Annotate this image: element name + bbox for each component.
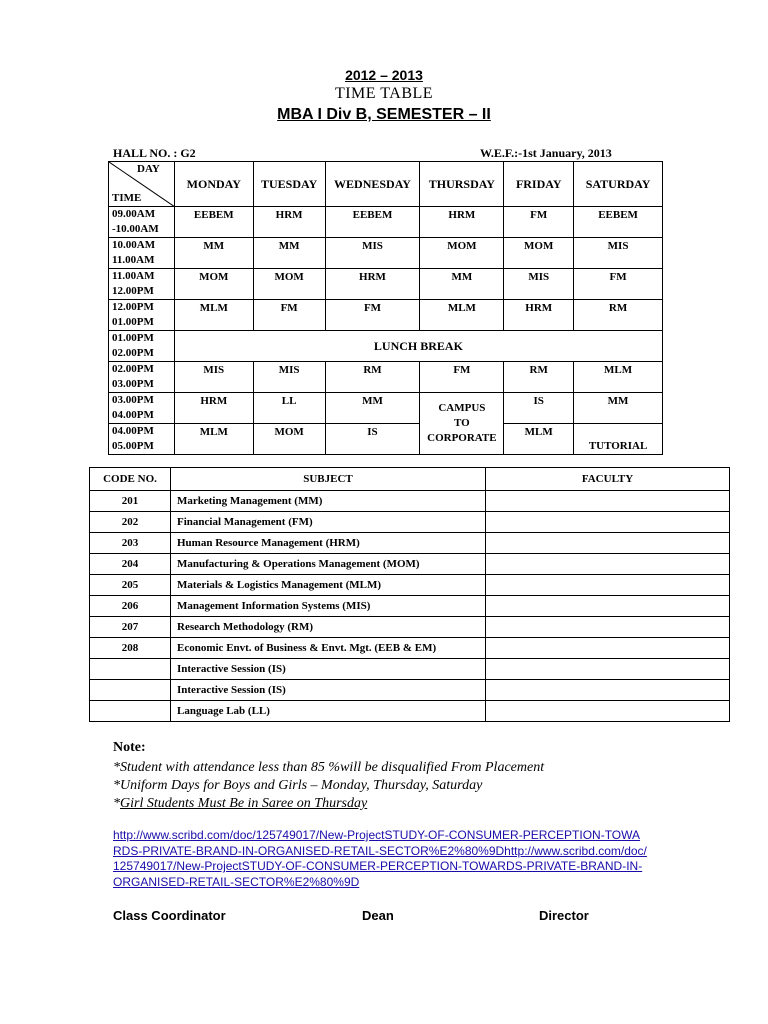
- class-cell: MIS: [325, 238, 420, 269]
- note-attendance: *Student with attendance less than 85 %will be disqualified From Placement: [113, 760, 545, 775]
- day-header: FRIDAY: [504, 162, 574, 207]
- hall-number: HALL NO. : G2: [113, 146, 196, 160]
- effective-date: W.E.F.:-1st January, 2013: [480, 146, 612, 160]
- note-uniform-days: *Uniform Days for Boys and Girls – Monday, Thursday, Saturday: [113, 778, 483, 793]
- class-cell: MLM: [174, 300, 253, 331]
- campus-to-corporate-cell: CAMPUS TO CORPORATE: [420, 393, 504, 455]
- faculty-cell: [486, 659, 730, 680]
- time-slot: 03.00PM 04.00PM: [109, 393, 175, 424]
- class-cell: EEBEM: [574, 207, 663, 238]
- class-cell: MLM: [174, 424, 253, 455]
- faculty-cell: [486, 680, 730, 701]
- document-title: TIME TABLE: [334, 85, 434, 102]
- subject-row: [90, 491, 730, 512]
- class-cell: MOM: [504, 238, 574, 269]
- subject-code: 203: [90, 533, 171, 554]
- subject-row: [90, 596, 730, 617]
- subject-code: 207: [90, 617, 171, 638]
- subject-row: [90, 554, 730, 575]
- time-slot: 01.00PM 02.00PM: [109, 331, 175, 362]
- class-cell: MLM: [504, 424, 574, 455]
- day-header: THURSDAY: [420, 162, 504, 207]
- class-cell: MOM: [174, 269, 253, 300]
- timetable-row: [109, 424, 663, 455]
- day-header: SATURDAY: [574, 162, 663, 207]
- subject-row: [90, 701, 730, 722]
- faculty-cell: [486, 491, 730, 512]
- class-cell: FM: [504, 207, 574, 238]
- subject-row: [90, 575, 730, 596]
- day-header: WEDNESDAY: [325, 162, 420, 207]
- class-cell: FM: [574, 269, 663, 300]
- director-label: Director: [539, 908, 589, 923]
- timetable-header-row: [109, 162, 663, 207]
- timetable-row: [109, 238, 663, 269]
- class-cell: FM: [325, 300, 420, 331]
- subject-code: [90, 659, 171, 680]
- class-cell: MLM: [420, 300, 504, 331]
- class-cell: RM: [325, 362, 420, 393]
- corner-day-label: DAY: [137, 163, 160, 175]
- faculty-cell: [486, 701, 730, 722]
- faculty-cell: [486, 554, 730, 575]
- subjects-header-row: [90, 468, 730, 491]
- program-title: MBA I Div B, SEMESTER – II: [277, 106, 491, 123]
- subjects-table: [89, 467, 730, 722]
- timetable-row: [109, 362, 663, 393]
- faculty-cell: [486, 533, 730, 554]
- class-cell: HRM: [253, 207, 325, 238]
- class-coordinator-label: Class Coordinator: [113, 908, 226, 923]
- timetable-row: [109, 300, 663, 331]
- class-cell: EEBEM: [174, 207, 253, 238]
- class-cell: RM: [574, 300, 663, 331]
- subject-row: [90, 680, 730, 701]
- subject-name: Management Information Systems (MIS): [171, 596, 486, 617]
- subject-name: Manufacturing & Operations Management (MOM): [171, 554, 486, 575]
- class-cell: MIS: [253, 362, 325, 393]
- subject-name: Financial Management (FM): [171, 512, 486, 533]
- time-slot: 10.00AM 11.00AM: [109, 238, 175, 269]
- class-cell: HRM: [420, 207, 504, 238]
- class-cell: MOM: [420, 238, 504, 269]
- class-cell: MM: [174, 238, 253, 269]
- time-slot: 09.00AM -10.00AM: [109, 207, 175, 238]
- corner-time-label: TIME: [112, 192, 142, 204]
- class-cell: MM: [253, 238, 325, 269]
- subject-code: 201: [90, 491, 171, 512]
- subject-name: Marketing Management (MM): [171, 491, 486, 512]
- faculty-cell: [486, 512, 730, 533]
- faculty-cell: [486, 617, 730, 638]
- subject-row: [90, 659, 730, 680]
- class-cell: EEBEM: [325, 207, 420, 238]
- subject-name: Language Lab (LL): [171, 701, 486, 722]
- class-cell: MLM: [574, 362, 663, 393]
- class-cell: FM: [253, 300, 325, 331]
- class-cell: MOM: [253, 269, 325, 300]
- time-slot: 11.00AM 12.00PM: [109, 269, 175, 300]
- notes-heading: Note:: [113, 740, 146, 755]
- subject-row: [90, 533, 730, 554]
- subject-code: 204: [90, 554, 171, 575]
- subject-code: [90, 701, 171, 722]
- class-cell: IS: [504, 393, 574, 424]
- class-cell: RM: [504, 362, 574, 393]
- subject-row: [90, 512, 730, 533]
- subject-row: [90, 638, 730, 659]
- class-cell: MOM: [253, 424, 325, 455]
- class-cell: MM: [574, 393, 663, 424]
- timetable-row: [109, 393, 663, 424]
- class-cell: MIS: [574, 238, 663, 269]
- subject-code: 208: [90, 638, 171, 659]
- timetable: [108, 161, 663, 455]
- subject-row: [90, 617, 730, 638]
- note-saree: *Girl Students Must Be in Saree on Thursday: [113, 796, 368, 811]
- lunch-break: LUNCH BREAK: [174, 331, 662, 362]
- class-cell: MIS: [174, 362, 253, 393]
- subject-code: 202: [90, 512, 171, 533]
- class-cell: FM: [420, 362, 504, 393]
- day-header: MONDAY: [174, 162, 253, 207]
- subject-name: Interactive Session (IS): [171, 659, 486, 680]
- timetable-row: [109, 207, 663, 238]
- subject-header: SUBJECT: [171, 468, 486, 491]
- corner-cell: [109, 162, 175, 207]
- academic-year: 2012 – 2013: [345, 67, 423, 83]
- class-cell: TUTORIAL: [574, 424, 663, 455]
- class-cell: MM: [420, 269, 504, 300]
- dean-label: Dean: [362, 908, 394, 923]
- class-cell: HRM: [174, 393, 253, 424]
- time-slot: 12.00PM 01.00PM: [109, 300, 175, 331]
- time-slot: 04.00PM 05.00PM: [109, 424, 175, 455]
- class-cell: IS: [325, 424, 420, 455]
- subject-name: Human Resource Management (HRM): [171, 533, 486, 554]
- subject-code: 205: [90, 575, 171, 596]
- class-cell: HRM: [504, 300, 574, 331]
- subject-name: Research Methodology (RM): [171, 617, 486, 638]
- class-cell: HRM: [325, 269, 420, 300]
- faculty-header: FACULTY: [486, 468, 730, 491]
- scribd-link[interactable]: http://www.scribd.com/doc/125749017/New-ProjectSTUDY-OF-CONSUMER-PERCEPTION-TOWARDS-PRIVATE-BRAND-IN-ORGANISED-RETAIL-SECTOR%E2%80%9Dhttp://www.scribd.com/doc/125749017/New-ProjectSTUDY-OF-CONSUMER-PERCEPTION-TOWARDS-PRIVATE-BRAND-IN-ORGANISED-RETAIL-SECTOR%E2%80%9D: [113, 828, 647, 889]
- day-header: TUESDAY: [253, 162, 325, 207]
- subject-name: Interactive Session (IS): [171, 680, 486, 701]
- lunch-row: [109, 331, 663, 362]
- subject-code: 206: [90, 596, 171, 617]
- class-cell: MM: [325, 393, 420, 424]
- subject-name: Materials & Logistics Management (MLM): [171, 575, 486, 596]
- faculty-cell: [486, 638, 730, 659]
- time-slot: 02.00PM 03.00PM: [109, 362, 175, 393]
- timetable-row: [109, 269, 663, 300]
- subject-code: [90, 680, 171, 701]
- subject-name: Economic Envt. of Business & Envt. Mgt. (EEB & EM): [171, 638, 486, 659]
- class-cell: MIS: [504, 269, 574, 300]
- code-header: CODE NO.: [90, 468, 171, 491]
- faculty-cell: [486, 575, 730, 596]
- faculty-cell: [486, 596, 730, 617]
- class-cell: LL: [253, 393, 325, 424]
